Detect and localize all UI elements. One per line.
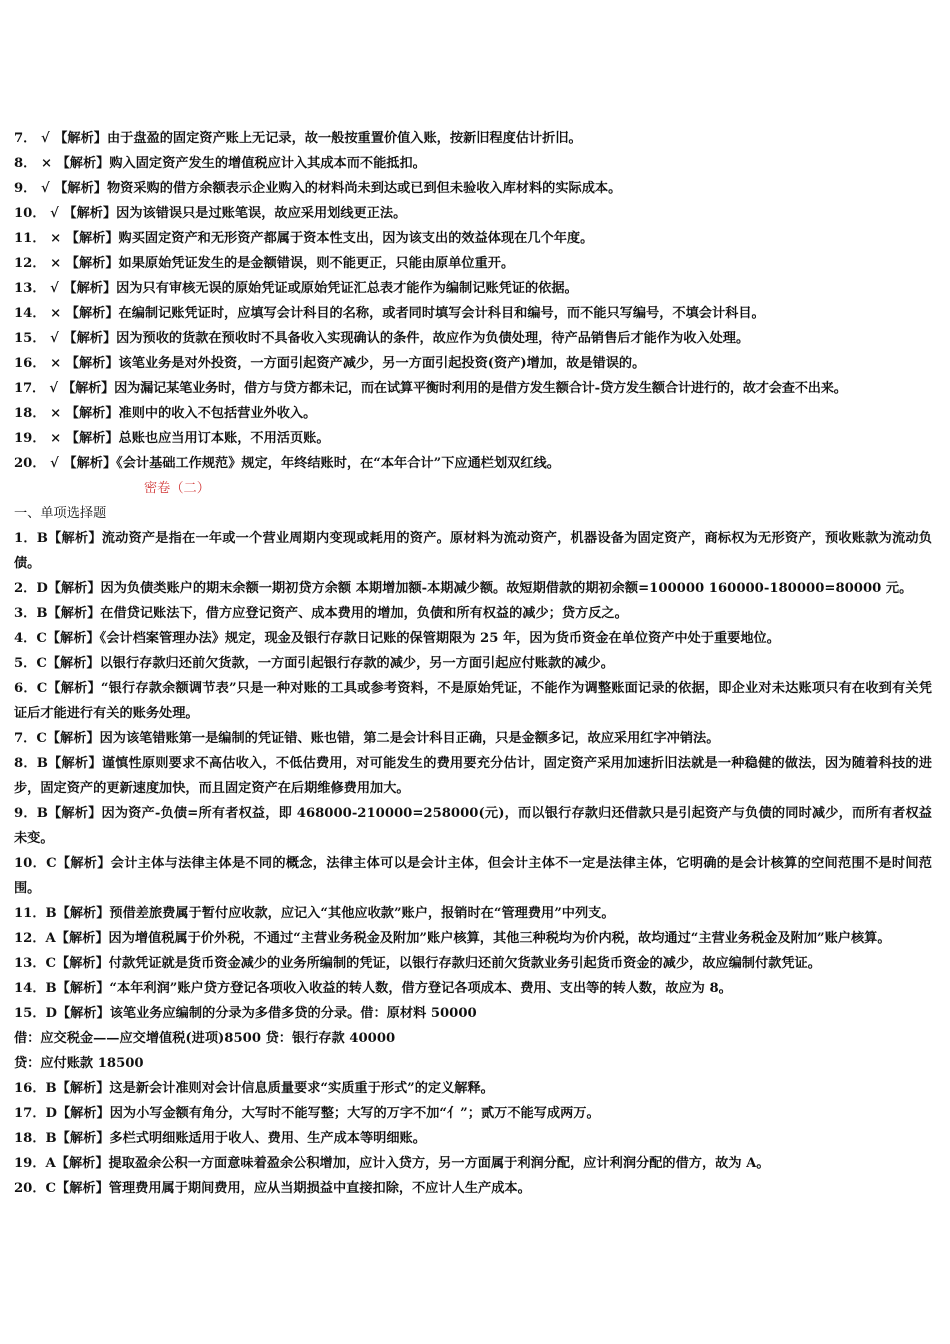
- answer-line: 15． √ 【解析】因为预收的货款在预收时不具备收入实现确认的条件，故应作为负债处理，待产品销售后才能作为收入处理。: [14, 331, 750, 346]
- answer-line: 1．B【解析】流动资产是指在一年或一个营业周期内变现或耗用的资产。原材料为流动资产，机器设备为固定资产，商标权为无形资产，预收账款为流动负债。: [14, 531, 932, 571]
- answer-line: 18． × 【解析】准则中的收入不包括营业外收入。: [14, 406, 317, 421]
- answer-line: 10．C【解析】会计主体与法律主体是不同的概念，法律主体可以是会计主体，但会计主体不一定是法律主体，它明确的是会计核算的空间范围不是时间范围。: [14, 856, 932, 896]
- answer-line: 2．D【解析】因为负债类账户的期末余额一期初贷方余额 本期增加额-本期减少额。故短期借款的期初余额=100000 160000-180000=80000 元。: [14, 581, 913, 596]
- answer-line: 9． √ 【解析】物资采购的借方余额表示企业购入的材料尚未到达或已到但未验收入库材料的实际成本。: [14, 181, 622, 196]
- answer-line: 15．D【解析】该笔业务应编制的分录为多借多贷的分录。借：原材料 50000: [14, 1006, 477, 1021]
- answer-line: 3．B【解析】在借贷记账法下，借方应登记资产、成本费用的增加，负债和所有权益的减少；贷方反之。: [14, 606, 628, 621]
- answer-line: 11． × 【解析】购买固定资产和无形资产都属于资本性支出，因为该支出的效益体现在几个年度。: [14, 231, 594, 246]
- answer-line: 8．B【解析】谨慎性原则要求不高估收入，不低估费用，对可能发生的费用要充分估计，固定资产采用加速折旧法就是一种稳健的做法，因为随着科技的进步，固定资产的更新速度加快，而且固定资产在后期维修费用加大。: [14, 756, 932, 796]
- answer-line: 借：应交税金——应交增值税(进项)8500 贷：银行存款 40000: [14, 1031, 396, 1046]
- answer-line: 13． √ 【解析】因为只有审核无误的原始凭证或原始凭证汇总表才能作为编制记账凭证的依据。: [14, 281, 578, 296]
- answer-line: 4．C【解析】《会计档案管理办法》规定，现金及银行存款日记账的保管期限为 25 年，因为货币资金在单位资产中处于重要地位。: [14, 631, 780, 646]
- answer-line: 12． × 【解析】如果原始凭证发生的是金额错误，则不能更正，只能由原单位重开。: [14, 256, 515, 271]
- answer-line: 7． √ 【解析】由于盘盈的固定资产账上无记录，故一般按重置价值入账，按新旧程度估计折旧。: [14, 131, 582, 146]
- answer-line: 18．B【解析】多栏式明细账适用于收人、费用、生产成本等明细账。: [14, 1131, 426, 1146]
- document-page: [14, 126, 932, 1201]
- answer-line: 11．B【解析】预借差旅费属于暂付应收款，应记入“其他应收款”账户，报销时在“管理费用”中列支。: [14, 906, 615, 921]
- answer-line: 12．A【解析】因为增值税属于价外税，不通过“主营业务税金及附加”账户核算，其他三种税均为价内税，故均通过“主营业务税金及附加”账户核算。: [14, 931, 891, 946]
- answer-line: 6．C【解析】“银行存款余额调节表”只是一种对账的工具或参考资料，不是原始凭证，不能作为调整账面记录的依据，即企业对未达账项只有在收到有关凭证后才能进行有关的账务处理。: [14, 681, 932, 721]
- answer-line: 17．D【解析】因为小写金额有角分，大写时不能写整；大写的万字不加“亻”；贰万不能写成两万。: [14, 1106, 600, 1121]
- answer-line: 9．B【解析】因为资产-负债=所有者权益，即 468000-210000=258000(元)，而以银行存款归还借款只是引起资产与负债的同时减少，而所有者权益未变。: [14, 806, 932, 846]
- section-heading: 一、单项选择题: [14, 506, 107, 521]
- answer-line: 5．C【解析】以银行存款归还前欠货款，一方面引起银行存款的减少，另一方面引起应付账款的减少。: [14, 656, 614, 671]
- answer-line: 16．B【解析】这是新会计准则对会计信息质量要求“实质重于形式”的定义解释。: [14, 1081, 494, 1096]
- answer-line: 19． × 【解析】总账也应当用订本账，不用活页账。: [14, 431, 330, 446]
- answer-line: 14． × 【解析】在编制记账凭证时，应填写会计科目的名称，或者同时填写会计科目和编号，而不能只写编号，不填会计科目。: [14, 306, 765, 321]
- paper-subtitle: 密卷（二）: [144, 481, 210, 496]
- answer-line: 20． √ 【解析】《会计基础工作规范》规定，年终结账时，在“本年合计”下应通栏划双红线。: [14, 456, 560, 471]
- answer-line: 20．C【解析】管理费用属于期间费用，应从当期损益中直接扣除，不应计人生产成本。: [14, 1181, 531, 1196]
- answer-line: 17． √ 【解析】因为漏记某笔业务时，借方与贷方都未记，而在试算平衡时利用的是借方发生额合计-贷方发生额合计进行的，故才会查不出来。: [14, 381, 847, 396]
- answer-line: 16． × 【解析】该笔业务是对外投资，一方面引起资产减少，另一方面引起投资(资产)增加，故是错误的。: [14, 356, 646, 371]
- answer-line: 10． √ 【解析】因为该错误只是过账笔误，故应采用划线更正法。: [14, 206, 407, 221]
- answer-line: 贷：应付账款 18500: [14, 1056, 144, 1071]
- answer-line: 13．C【解析】付款凭证就是货币资金减少的业务所编制的凭证，以银行存款归还前欠货款业务引起货币资金的减少，故应编制付款凭证。: [14, 956, 821, 971]
- answer-line: 14．B【解析】“本年利润”账户贷方登记各项收入收益的转人数，借方登记各项成本、费用、支出等的转人数，故应为 8。: [14, 981, 732, 996]
- answer-line: 8． × 【解析】购入固定资产发生的增值税应计入其成本而不能抵扣。: [14, 156, 426, 171]
- answer-line: 19．A【解析】提取盈余公积一方面意味着盈余公积增加，应计入贷方，另一方面属于利润分配，应计利润分配的借方，故为 A。: [14, 1156, 770, 1171]
- answer-line: 7．C【解析】因为该笔错账第一是编制的凭证错、账也错，第二是会计科目正确，只是金额多记，故应采用红字冲销法。: [14, 731, 720, 746]
- multiple-choice-answers: [14, 526, 932, 1201]
- true-false-answers: [14, 126, 932, 476]
